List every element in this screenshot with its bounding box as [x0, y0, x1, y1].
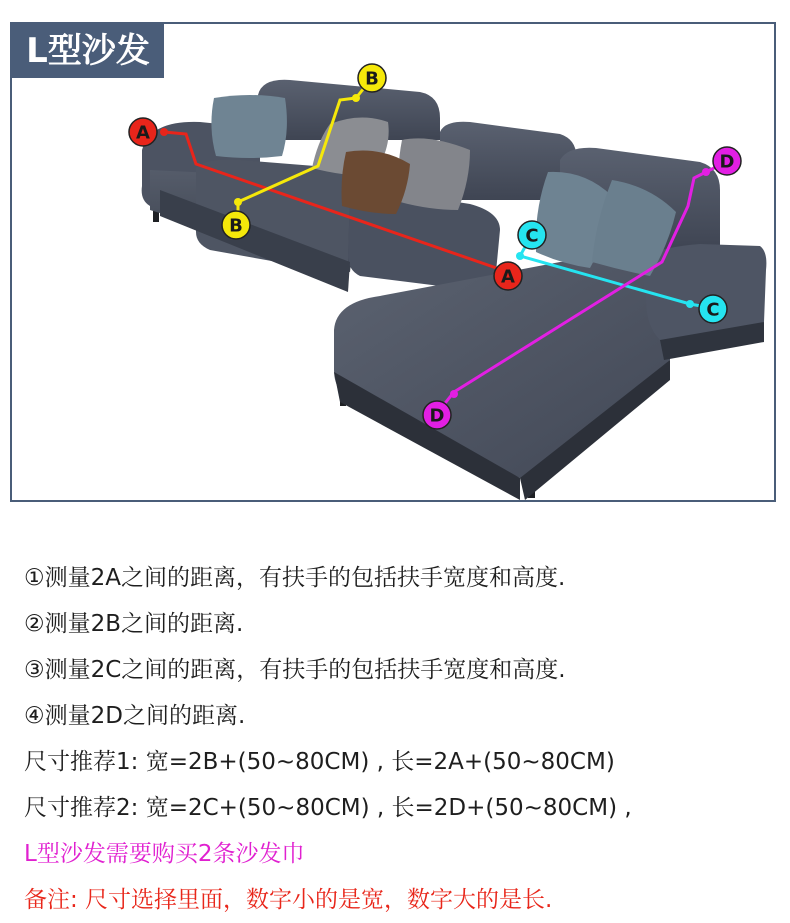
instruction-line-1: ①测量2A之间的距离，有扶手的包括扶手宽度和高度.: [24, 565, 566, 591]
svg-text:A: A: [501, 266, 515, 288]
svg-text:D: D: [429, 405, 445, 427]
marker-d-bottom: [423, 401, 451, 429]
instruction-line-2: ②测量2B之间的距离.: [24, 611, 244, 637]
marker-a-right: [494, 262, 522, 290]
marker-c-right: [699, 295, 727, 323]
marker-b-bottom: [222, 211, 250, 239]
purchase-note: L型沙发需要购买2条沙发巾: [24, 841, 305, 867]
instruction-line-3: ③测量2C之间的距离，有扶手的包括扶手宽度和高度.: [24, 657, 566, 683]
marker-d-top: [713, 147, 741, 175]
svg-text:D: D: [719, 151, 735, 173]
size-recommendation-1: 尺寸推荐1: 宽=2B+(50~80CM) , 长=2A+(50~80CM): [24, 749, 615, 775]
title-badge: L型沙发: [12, 24, 164, 78]
svg-text:C: C: [706, 299, 720, 321]
marker-b-top: [358, 64, 386, 92]
marker-a-left: [129, 118, 157, 146]
svg-text:C: C: [525, 225, 539, 247]
svg-text:B: B: [229, 215, 243, 237]
size-recommendation-2: 尺寸推荐2: 宽=2C+(50~80CM) , 长=2D+(50~80CM) ,: [24, 795, 632, 821]
marker-c-left: [518, 221, 546, 249]
measurement-instructions: [24, 555, 774, 923]
remark-note: 备注: 尺寸选择里面，数字小的是宽，数字大的是长.: [24, 887, 553, 913]
svg-text:B: B: [365, 68, 379, 90]
svg-text:A: A: [136, 122, 150, 144]
instruction-line-4: ④测量2D之间的距离.: [24, 703, 246, 729]
sofa-chaise: [334, 244, 766, 500]
